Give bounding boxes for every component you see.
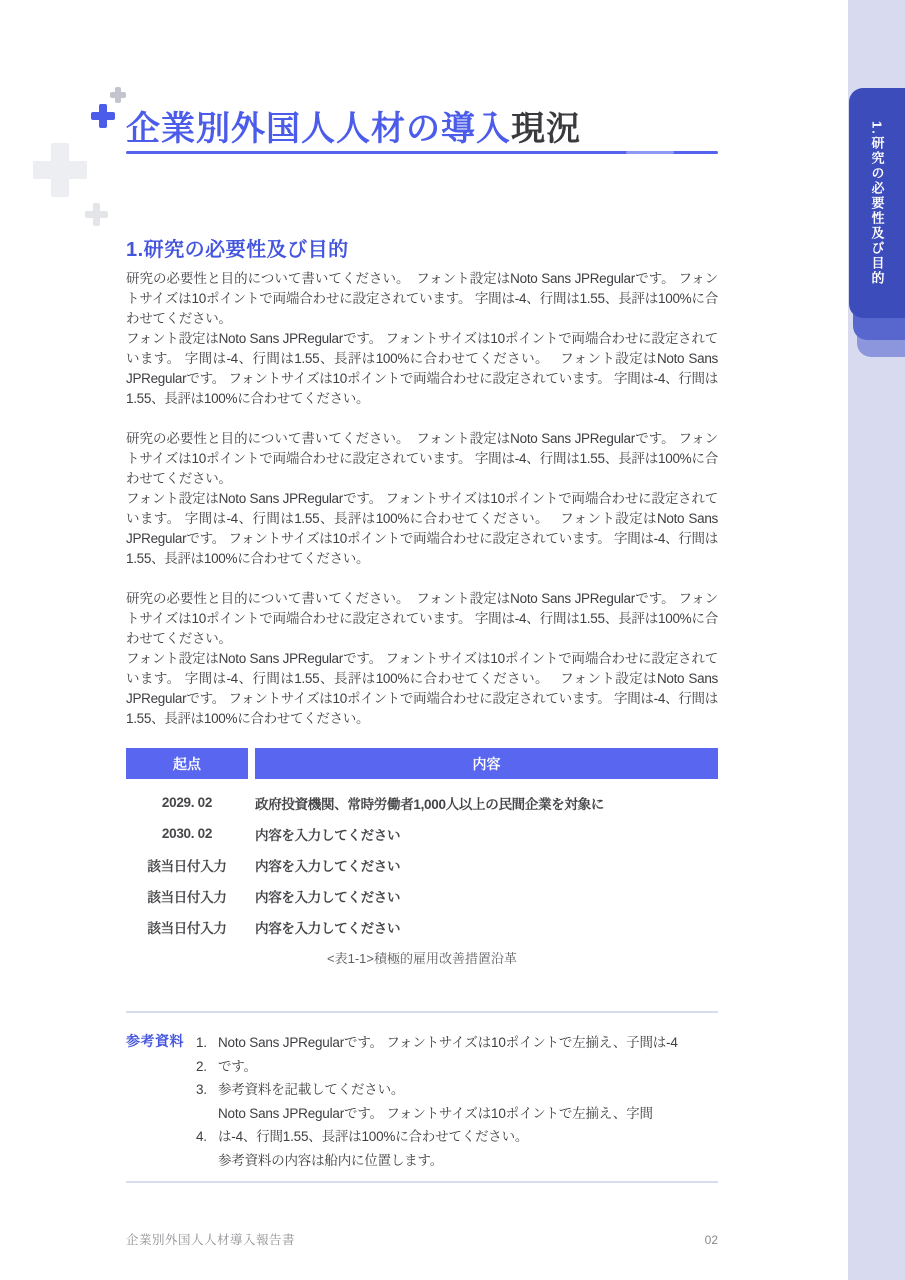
reference-marker [196, 1149, 218, 1173]
reference-marker: 2. [196, 1058, 207, 1074]
references-list [196, 1031, 718, 1172]
reference-text: Noto Sans JPRegularです。 フォントサイズは10ポイントで左揃え、字間 [218, 1105, 653, 1121]
plus-icon [110, 87, 126, 103]
plus-icon [85, 203, 108, 226]
table-row [126, 818, 718, 849]
reference-text: 参考資料の内容は船内に位置します。 [218, 1152, 444, 1168]
table-cell-content: 内容を入力してください [255, 827, 401, 843]
side-tab-label: 1.研究の必要性及び目的 [869, 120, 885, 286]
table-row [126, 849, 718, 880]
table-body [126, 787, 718, 942]
reference-item [196, 1125, 718, 1149]
footer-doc-title: 企業別外国人人材導入報告書 [126, 1233, 296, 1247]
reference-marker: 3. [196, 1082, 207, 1097]
reference-marker: 1. [196, 1035, 207, 1050]
reference-item [196, 1102, 718, 1126]
table-cell-content: 内容を入力してください [255, 920, 401, 936]
table-cell-date: 2030. 02 [161, 826, 213, 841]
table-cell-content: 内容を入力してください [255, 889, 401, 905]
table-cell-date: 2029. 02 [161, 795, 213, 810]
reference-item [196, 1078, 718, 1102]
reference-item [196, 1055, 718, 1079]
table-cell-content: 内容を入力してください [255, 858, 401, 874]
paragraph: フォント設定はNoto Sans JPRegularです。 フォントサイズは10ポイントで両端合わせに設定されています。 字間は-4、行間は1.55、長評は100%に合わせてください。 フォント設定はNoto Sans JPRegularです。 フォントサイズは10ポイントで両端合わせに設定されています。 字間は-4、行間は1.55、長評は100%に合わせてください。 [126, 491, 718, 566]
references-section [126, 1031, 718, 1172]
table-caption: <表1-1>積極的雇用改善措置沿革 [327, 951, 517, 966]
references-label: 参考資料 [126, 1033, 184, 1049]
footer-page-number: 02 [704, 1233, 718, 1247]
plus-icon [91, 104, 115, 128]
reference-text: 参考資料を記載してください。 [218, 1082, 405, 1097]
paragraph-block [126, 269, 718, 409]
reference-text: は-4、行間1.55、長評は100%に合わせてください。 [218, 1129, 529, 1144]
plus-icon [33, 143, 87, 197]
paragraph: 研究の必要性と目的について書いてください。 フォント設定はNoto Sans JPRegularです。 フォントサイズは10ポイントで両端合わせに設定されています。 字間は-4、行間は1.55、長評は100%に合わせてください。 [126, 591, 718, 646]
table-cell-content: 政府投資機関、常時労働者1,000人以上の民間企業を対象に [255, 796, 605, 812]
reference-text: です。 [218, 1058, 257, 1074]
reference-item [196, 1031, 718, 1055]
section-heading: 1.研究の必要性及び目的 [126, 239, 349, 261]
page-title [126, 101, 766, 150]
table-row [126, 911, 718, 942]
divider [126, 1011, 718, 1013]
title-underline-highlight [626, 151, 674, 154]
reference-marker [196, 1102, 218, 1126]
side-tab-section-nav[interactable] [849, 88, 905, 318]
paragraph-block [126, 589, 718, 729]
paragraph-block [126, 429, 718, 569]
table-cell-date: 該当日付入力 [147, 858, 227, 874]
page-title-accent: 企業別外国人人材の導入 [126, 110, 511, 148]
paragraph: フォント設定はNoto Sans JPRegularです。 フォントサイズは10ポイントで両端合わせに設定されています。 字間は-4、行間は1.55、長評は100%に合わせてください。 フォント設定はNoto Sans JPRegularです。 フォントサイズは10ポイントで両端合わせに設定されています。 字間は-4、行間は1.55、長評は100%に合わせてください。 [126, 651, 718, 726]
reference-item [196, 1149, 718, 1173]
divider [126, 1181, 718, 1183]
table-header-row [126, 748, 718, 779]
table-cell-date: 該当日付入力 [147, 889, 227, 905]
paragraph: フォント設定はNoto Sans JPRegularです。 フォントサイズは10ポイントで両端合わせに設定されています。 字間は-4、行間は1.55、長評は100%に合わせてください。 フォント設定はNoto Sans JPRegularです。 フォントサイズは10ポイントで両端合わせに設定されています。 字間は-4、行間は1.55、長評は100%に合わせてください。 [126, 331, 718, 406]
paragraph: 研究の必要性と目的について書いてください。 フォント設定はNoto Sans JPRegularです。 フォントサイズは10ポイントで両端合わせに設定されています。 字間は-4、行間は1.55、長評は100%に合わせてください。 [126, 271, 718, 326]
reference-marker: 4. [196, 1129, 207, 1144]
history-table [126, 748, 718, 942]
table-cell-date: 該当日付入力 [147, 920, 227, 936]
body-text [126, 269, 718, 749]
page-title-rest: 現況 [511, 110, 581, 148]
paragraph: 研究の必要性と目的について書いてください。 フォント設定はNoto Sans JPRegularです。 フォントサイズは10ポイントで両端合わせに設定されています。 字間は-4、行間は1.55、長評は100%に合わせてください。 [126, 431, 718, 486]
table-row [126, 787, 718, 818]
title-underline [126, 151, 718, 154]
reference-text: Noto Sans JPRegularです。 フォントサイズは10ポイントで左揃え、子間は-4 [218, 1035, 678, 1050]
table-header-content: 内容 [255, 748, 718, 779]
page-footer [126, 1230, 718, 1248]
table-row [126, 880, 718, 911]
table-header-date: 起点 [126, 748, 248, 779]
